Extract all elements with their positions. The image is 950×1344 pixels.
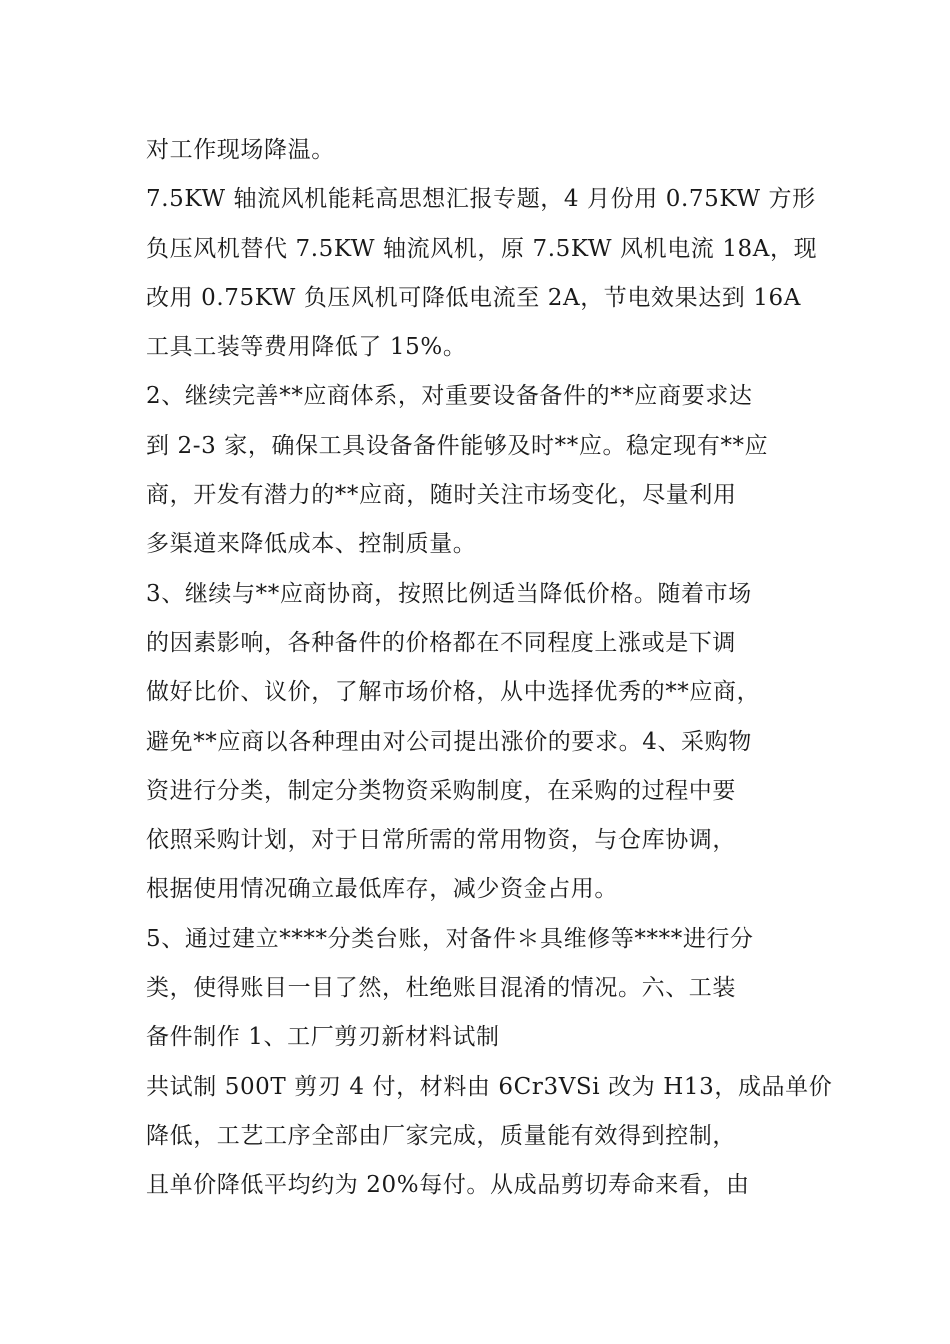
text-line: 做好比价、议价，了解市场价格，从中选择优秀的**应商， bbox=[146, 679, 761, 706]
text-line: 负压风机替代 7.5KW 轴流风机，原 7.5KW 风机电流 18A，现 bbox=[146, 235, 818, 262]
text-line: 2、继续完善**应商体系，对重要设备备件的**应商要求达 bbox=[146, 383, 753, 410]
text-line: 降低，工艺工序全部由厂家完成，质量能有效得到控制， bbox=[146, 1122, 736, 1149]
text-line: 类，使得账目一目了然，杜绝账目混淆的情况。六、工装 bbox=[146, 975, 736, 1002]
text-line: 的因素影响，各种备件的价格都在不同程度上涨或是下调 bbox=[146, 629, 736, 656]
body-text bbox=[146, 126, 833, 1211]
text-line: 工具工装等费用降低了 15%。 bbox=[146, 334, 467, 361]
text-line: 7.5KW 轴流风机能耗高思想汇报专题，4 月份用 0.75KW 方形 bbox=[146, 186, 816, 213]
text-line: 5、通过建立****分类台账，对备件＊具维修等****进行分 bbox=[146, 925, 754, 952]
text-line: 到 2-3 家，确保工具设备备件能够及时**应。稳定现有**应 bbox=[146, 432, 769, 459]
text-line: 共试制 500T 剪刃 4 付，材料由 6Cr3VSi 改为 H13，成品单价 bbox=[146, 1073, 833, 1100]
text-line: 商，开发有潜力的**应商，随时关注市场变化，尽量利用 bbox=[146, 482, 737, 509]
text-line: 根据使用情况确立最低库存，减少资金占用。 bbox=[146, 876, 618, 903]
text-line: 且单价降低平均约为 20%每付。从成品剪切寿命来看，由 bbox=[146, 1172, 750, 1199]
text-line: 对工作现场降温。 bbox=[146, 137, 335, 163]
text-line: 3、继续与**应商协商，按照比例适当降低价格。随着市场 bbox=[146, 580, 752, 607]
text-line: 依照采购计划，对于日常所需的常用物资，与仓库协调， bbox=[146, 827, 736, 854]
text-line: 避免**应商以各种理由对公司提出涨价的要求。4、采购物 bbox=[146, 728, 752, 755]
text-line: 备件制作 1、工厂剪刃新材料试制 bbox=[146, 1024, 500, 1051]
text-line: 改用 0.75KW 负压风机可降低电流至 2A，节电效果达到 16A bbox=[146, 284, 801, 311]
text-line: 资进行分类，制定分类物资采购制度，在采购的过程中要 bbox=[146, 777, 736, 804]
text-line: 多渠道来降低成本、控制质量。 bbox=[146, 531, 477, 558]
